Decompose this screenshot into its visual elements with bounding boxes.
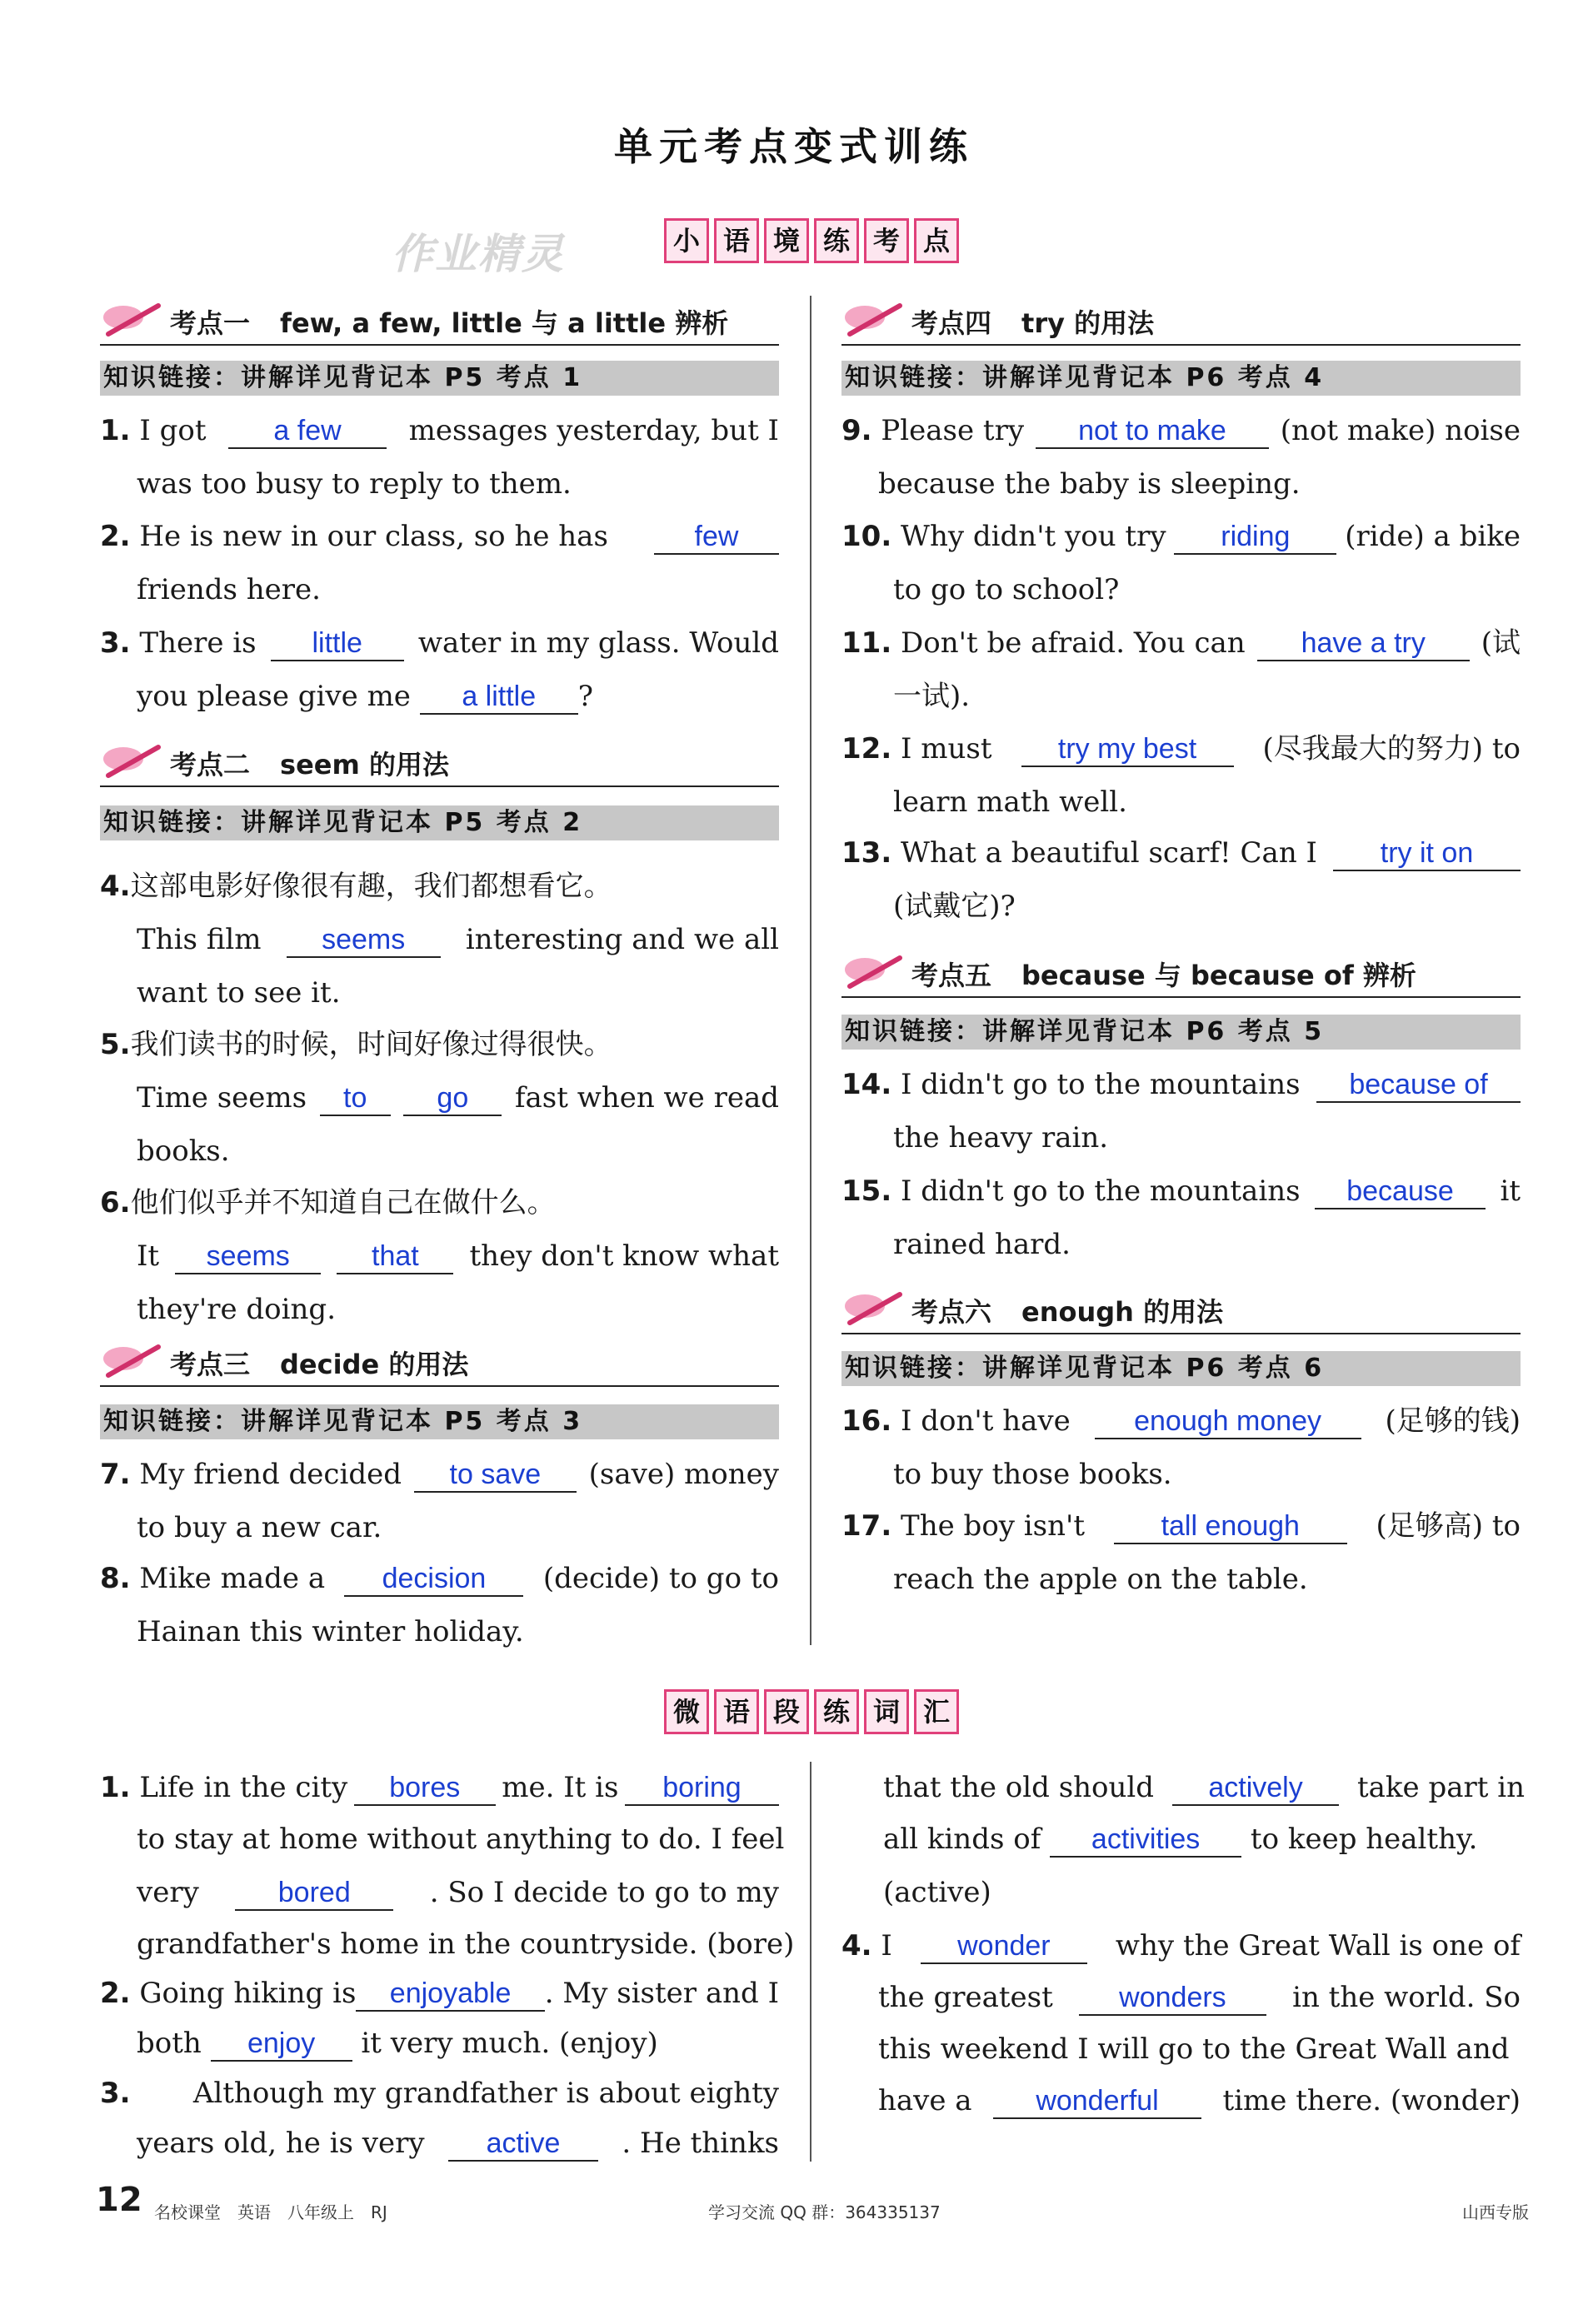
section-banner-top (664, 218, 959, 263)
banner-char: 练 (814, 218, 859, 263)
q-text: (not make) noise (1280, 414, 1521, 447)
q-text: (试 (1481, 626, 1521, 660)
q-num: 6. (100, 1186, 131, 1219)
q-text: reach the apple on the table. (893, 1563, 1308, 1596)
q-text: (ride) a bike (1345, 520, 1521, 553)
answer-blank[interactable]: a few (228, 414, 387, 449)
q-text: to keep healthy. (1250, 1823, 1478, 1856)
q-num: 13. (841, 836, 892, 870)
banner-char: 微 (664, 1689, 709, 1734)
word-exercise-1 (100, 1762, 795, 1972)
answer-blank[interactable]: to (320, 1081, 391, 1116)
answer-blank[interactable]: not to make (1036, 414, 1269, 449)
answer-blank[interactable]: to save (414, 1458, 577, 1493)
q-text: the greatest (878, 1981, 1053, 2014)
answer-blank[interactable]: active (448, 2127, 598, 2162)
pen-icon (841, 953, 908, 993)
q-text: Going hiking is (139, 1977, 357, 2010)
edition: 山西专版 (1462, 2202, 1529, 2222)
q-text: I didn't go to the mountains (901, 1174, 1301, 1208)
question-6 (100, 1176, 779, 1336)
q-text: this weekend I will go to the Great Wall and (878, 2032, 1510, 2066)
q-text: all kinds of (883, 1823, 1041, 1856)
q-text: . So I decide to go to my (429, 1876, 779, 1909)
q-text: Why didn't you try (901, 520, 1166, 553)
answer-blank[interactable]: riding (1174, 520, 1336, 555)
q-text: interesting and we all (465, 923, 779, 956)
kp-heading (100, 304, 779, 346)
answer-blank[interactable]: bored (235, 1876, 393, 1911)
q-text: (decide) to go to (542, 1562, 779, 1595)
q-text: Hainan this winter holiday. (137, 1615, 524, 1648)
answer-blank[interactable]: enjoyable (356, 1977, 544, 2012)
q-num: 15. (841, 1174, 892, 1208)
banner-char: 练 (814, 1689, 859, 1734)
q-text: that the old should (883, 1771, 1155, 1804)
answer-blank[interactable]: little (271, 626, 404, 661)
answer-blank[interactable]: try it on (1333, 836, 1521, 871)
q-text: it (1500, 1174, 1521, 1208)
q-text: ? (577, 680, 593, 713)
q-num: 2. (100, 520, 131, 553)
q-text: It (137, 1239, 160, 1273)
banner-char: 段 (764, 1689, 809, 1734)
banner-char: 汇 (914, 1689, 959, 1734)
answer-blank[interactable]: boring (625, 1771, 779, 1806)
kp-name: 考点二 (170, 749, 251, 780)
knowledge-link: 知识链接：讲解详见背记本 P6 考点 5 (841, 1015, 1521, 1050)
answer-blank[interactable]: seems (287, 923, 441, 958)
knowledge-link: 知识链接：讲解详见背记本 P5 考点 3 (100, 1404, 779, 1439)
q-text: years old, he is very (137, 2127, 425, 2160)
kp-name: 考点五 (911, 960, 992, 991)
q-text: 一试). (893, 680, 971, 713)
q-text: (尽我最大的努力) to (1262, 732, 1521, 766)
q-text: was too busy to reply to them. (137, 467, 572, 501)
knowledge-link: 知识链接：讲解详见背记本 P6 考点 4 (841, 361, 1521, 396)
q-num: 4. (100, 870, 131, 903)
q-text: because the baby is sleeping. (878, 467, 1301, 501)
question-10 (841, 510, 1521, 616)
kp-heading (841, 956, 1521, 998)
q-text: (试戴它)? (893, 890, 1016, 923)
q-num: 14. (841, 1068, 892, 1101)
question-1 (100, 404, 779, 511)
kp-topic: try 的用法 (1021, 307, 1155, 339)
kp-topic: decide 的用法 (280, 1349, 469, 1380)
q-text: (足够的钱) (1385, 1404, 1521, 1438)
question-7 (100, 1448, 779, 1554)
q-num: 1. (100, 414, 131, 447)
answer-blank[interactable]: seems (175, 1239, 321, 1274)
page-title: 单元考点变式训练 (614, 124, 974, 169)
q-text: (足够高) to (1376, 1509, 1521, 1543)
question-3 (100, 616, 779, 723)
question-13 (841, 826, 1521, 933)
knowledge-link: 知识链接：讲解详见背记本 P5 考点 2 (100, 805, 779, 840)
word-exercise-3 (100, 2068, 779, 2168)
word-exercise-2 (100, 1968, 779, 2072)
banner-char: 小 (664, 218, 709, 263)
answer-blank[interactable]: tall enough (1114, 1509, 1347, 1544)
q-text: water in my glass. Would (417, 626, 779, 660)
q-text: I didn't go to the mountains (901, 1068, 1301, 1101)
pen-icon (100, 1342, 167, 1382)
q-num: 2. (100, 1977, 131, 2010)
q-text: you please give me (137, 680, 411, 713)
watermark: 作业精灵 (392, 230, 565, 278)
qq-group: 学习交流 QQ 群：364335137 (708, 2202, 941, 2222)
q-text: I don't have (901, 1404, 1071, 1438)
banner-char: 词 (864, 1689, 909, 1734)
kp-name: 考点三 (170, 1349, 251, 1380)
knowledge-link: 知识链接：讲解详见背记本 P5 考点 1 (100, 361, 779, 396)
knowledge-link: 知识链接：讲解详见背记本 P6 考点 6 (841, 1351, 1521, 1386)
answer-blank[interactable]: enough money (1095, 1404, 1361, 1439)
q-text: me. It is (502, 1771, 619, 1804)
q-text: the heavy rain. (893, 1121, 1109, 1155)
q-text: grandfather's home in the countryside. (bore) (137, 1928, 795, 1961)
answer-blank[interactable]: bores (354, 1771, 496, 1806)
q-text: they don't know what (469, 1239, 779, 1273)
answer-blank[interactable]: because of (1316, 1068, 1521, 1103)
q-text: He is new in our class, so he has (139, 520, 608, 553)
question-16 (841, 1394, 1521, 1501)
kp-name: 考点六 (911, 1296, 992, 1328)
pen-icon (841, 301, 908, 341)
answer-blank[interactable]: activities (1050, 1823, 1241, 1858)
kp-heading (841, 1293, 1521, 1334)
q-text: What a beautiful scarf! Can I (901, 836, 1317, 870)
answer-blank[interactable]: try my best (1021, 732, 1234, 767)
pen-icon (100, 742, 167, 782)
q-text: rained hard. (893, 1228, 1071, 1261)
kp-topic: few, a few, little 与 a little 辨析 (280, 307, 729, 339)
q-text: 这部电影好像很有趣，我们都想看它。 (130, 870, 612, 903)
q-text: There is (139, 626, 257, 660)
q-text: friends here. (137, 573, 321, 606)
kp-heading (841, 304, 1521, 346)
banner-char: 考 (864, 218, 909, 263)
q-num: 3. (100, 2077, 131, 2110)
q-text: Time seems (137, 1081, 307, 1115)
question-15 (841, 1164, 1521, 1271)
question-4 (100, 860, 779, 1020)
q-text: very (137, 1876, 199, 1909)
q-text: (save) money (588, 1458, 779, 1491)
kp-heading (100, 1345, 779, 1387)
answer-blank[interactable]: wonderful (993, 2084, 1201, 2119)
q-num: 7. (100, 1458, 131, 1491)
q-text: to buy a new car. (137, 1511, 382, 1544)
q-text: My friend decided (139, 1458, 402, 1491)
q-num: 9. (841, 414, 872, 447)
q-text: it very much. (enjoy) (361, 2027, 658, 2060)
answer-blank[interactable]: wonder (921, 1929, 1087, 1964)
q-text: 我们读书的时候，时间好像过得很快。 (130, 1028, 612, 1061)
question-2 (100, 510, 779, 616)
kp-heading (100, 746, 779, 787)
question-17 (841, 1499, 1521, 1606)
kp-name: 考点一 (170, 307, 251, 339)
section-banner-bottom (664, 1689, 959, 1734)
banner-char: 点 (914, 218, 959, 263)
q-num: 5. (100, 1028, 131, 1061)
q-text: to buy those books. (893, 1458, 1172, 1491)
book-info: 名校课堂 英语 八年级上 RJ (154, 2202, 387, 2222)
q-text: (active) (883, 1876, 991, 1909)
question-14 (841, 1058, 1521, 1164)
q-text: Mike made a (139, 1562, 326, 1595)
page-footer (96, 2181, 1529, 2231)
q-text: messages yesterday, but I (408, 414, 779, 447)
question-11 (841, 616, 1521, 723)
q-text: have a (878, 2084, 972, 2117)
answer-blank[interactable]: have a try (1257, 626, 1470, 661)
q-text: learn math well. (893, 785, 1127, 819)
pen-icon (841, 1289, 908, 1329)
q-num: 8. (100, 1562, 131, 1595)
pen-icon (100, 301, 167, 341)
q-text: I must (901, 732, 992, 766)
q-text: . My sister and I (544, 1977, 779, 2010)
q-num: 3. (100, 626, 131, 660)
q-text: books. (137, 1135, 230, 1168)
answer-blank[interactable]: actively (1172, 1771, 1339, 1806)
q-num: 4. (841, 1929, 872, 1962)
question-8 (100, 1552, 779, 1658)
answer-blank[interactable]: enjoy (211, 2027, 352, 2062)
q-num: 1. (100, 1771, 131, 1804)
page-number: 12 (96, 2181, 142, 2219)
q-num: 16. (841, 1404, 892, 1438)
kp-topic: because 与 because of 辨析 (1021, 960, 1416, 991)
kp-name: 考点四 (911, 307, 992, 339)
answer-blank[interactable]: that (337, 1239, 453, 1274)
q-text: This film (137, 923, 262, 956)
q-text: take part in (1357, 1771, 1525, 1804)
q-text: Don't be afraid. You can (901, 626, 1246, 660)
question-12 (841, 722, 1521, 829)
answer-blank[interactable]: few (654, 520, 779, 555)
q-text: fast when we read (514, 1081, 779, 1115)
q-text: I got (139, 414, 207, 447)
kp-topic: seem 的用法 (280, 749, 449, 780)
q-num: 11. (841, 626, 892, 660)
q-num: 12. (841, 732, 892, 766)
question-5 (100, 1018, 779, 1178)
column-divider (810, 1762, 811, 2162)
q-text: to go to school? (893, 573, 1120, 606)
answer-blank[interactable]: a little (420, 680, 578, 715)
word-exercise-3-cont (883, 1762, 1525, 1920)
banner-char: 境 (764, 218, 809, 263)
q-text: Although my grandfather is about eighty (192, 2077, 779, 2110)
answer-blank[interactable]: because (1315, 1174, 1486, 1209)
q-text: . He thinks (622, 2127, 779, 2160)
q-text: in the world. So (1292, 1981, 1521, 2014)
q-text: to stay at home without anything to do. I feel (137, 1823, 785, 1856)
q-num: 17. (841, 1509, 892, 1543)
q-text: Life in the city (139, 1771, 348, 1804)
q-text: both (137, 2027, 202, 2060)
question-9 (841, 404, 1521, 511)
answer-blank[interactable]: go (403, 1081, 502, 1116)
kp-topic: enough 的用法 (1021, 1296, 1224, 1328)
answer-blank[interactable]: decision (344, 1562, 523, 1597)
q-text: The boy isn't (901, 1509, 1086, 1543)
q-text: why the Great Wall is one of (1115, 1929, 1521, 1962)
q-text: 他们似乎并不知道自己在做什么。 (130, 1186, 556, 1219)
q-text: they're doing. (137, 1293, 336, 1326)
q-num: 10. (841, 520, 892, 553)
q-text: I (881, 1929, 892, 1962)
q-text: time there. (wonder) (1222, 2084, 1521, 2117)
word-exercise-4 (841, 1920, 1521, 2127)
banner-char: 语 (714, 1689, 759, 1734)
q-text: want to see it. (137, 976, 341, 1010)
q-text: Please try (881, 414, 1025, 447)
banner-char: 语 (714, 218, 759, 263)
answer-blank[interactable]: wonders (1079, 1981, 1266, 2016)
column-divider (810, 296, 811, 1645)
